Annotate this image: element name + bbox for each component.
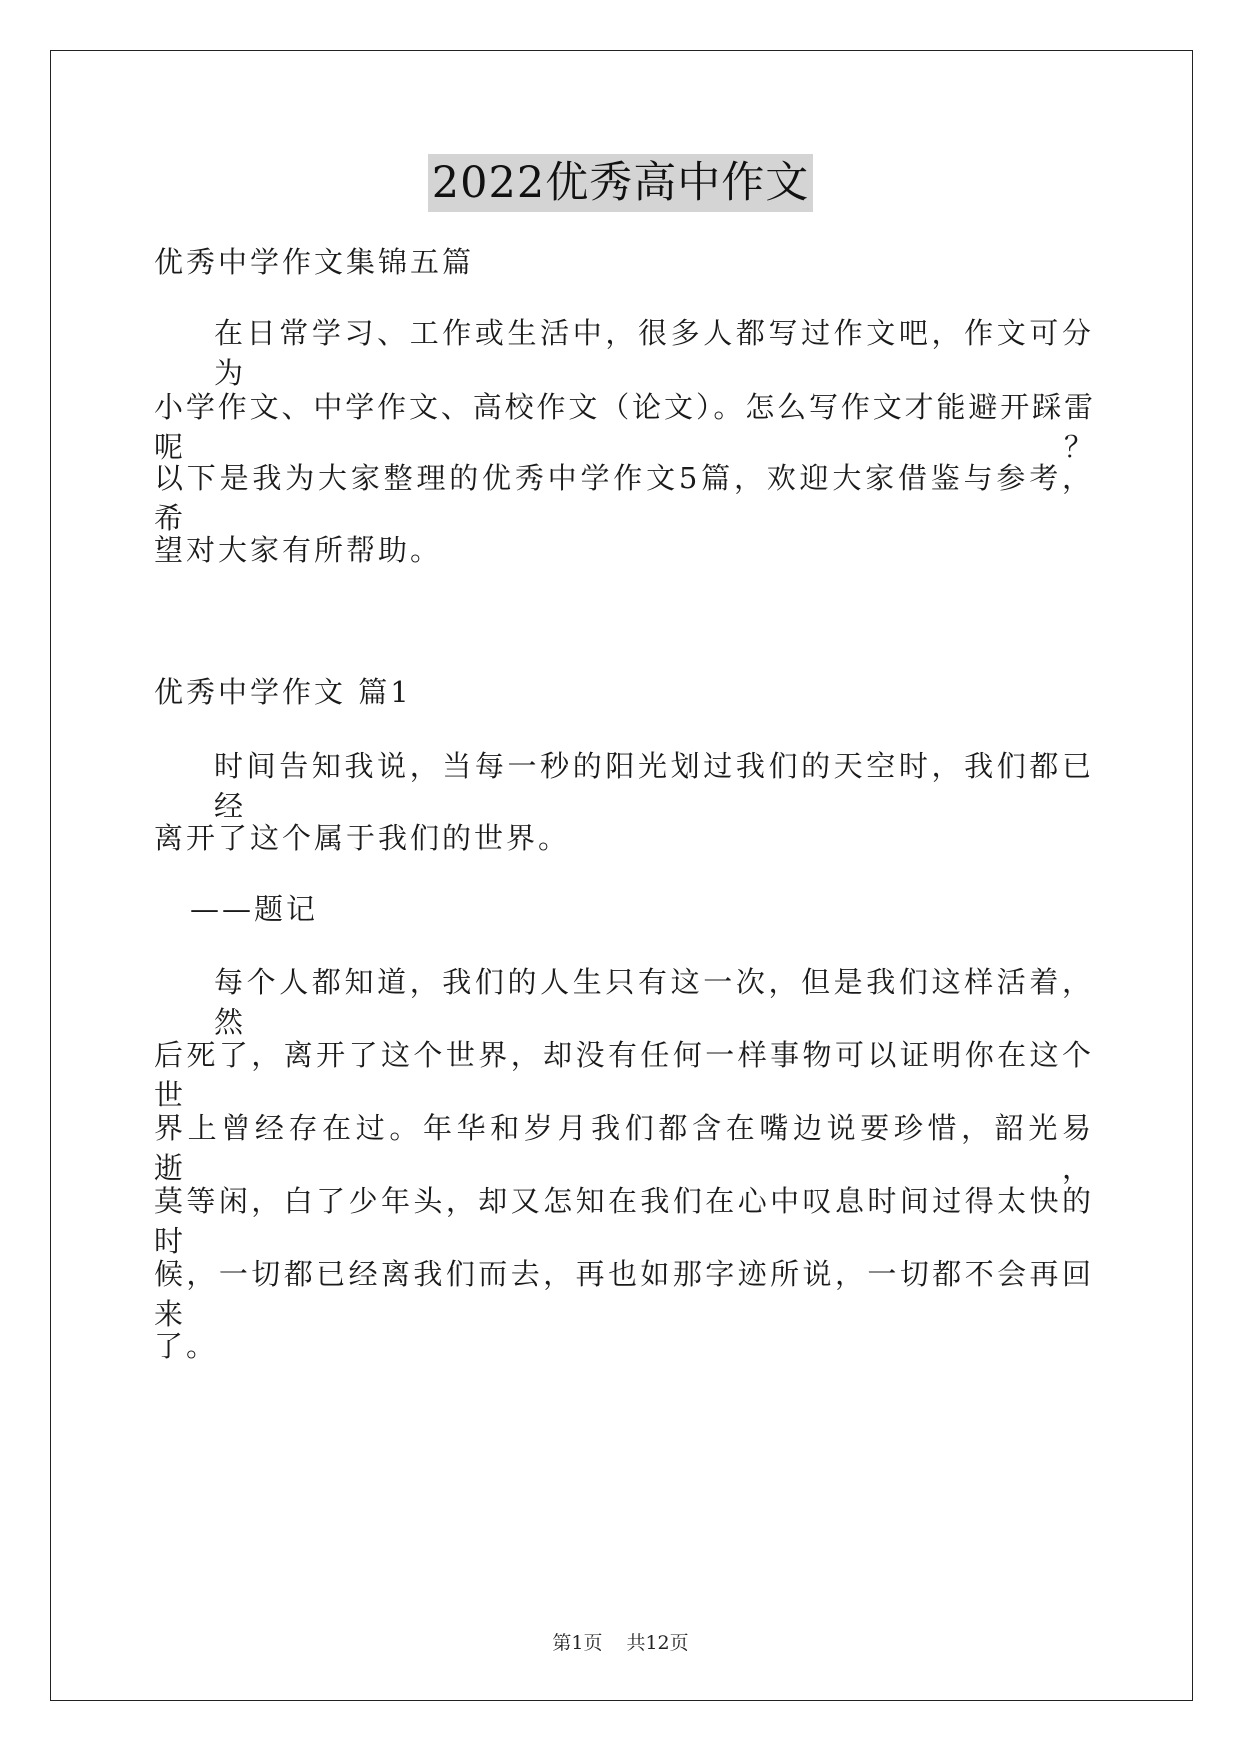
intro-line: 望对大家有所帮助。 (154, 533, 443, 567)
body-line: 界上曾经存在过。年华和岁月我们都含在嘴边说要珍惜，韶光易逝， (154, 1111, 1094, 1185)
document-title: 2022优秀高中作文 (428, 154, 813, 212)
page-total: 共12页 (626, 1632, 689, 1654)
epigraph-attribution: ——题记 (190, 892, 319, 926)
title-container (0, 154, 1241, 212)
page-number: 第1页 (552, 1632, 603, 1654)
section-heading: 优秀中学作文 篇1 (154, 675, 412, 709)
epigraph-line: 离开了这个属于我们的世界。 (154, 821, 571, 855)
body-line: 了。 (154, 1329, 219, 1363)
body-line: 候，一切都已经离我们而去，再也如那字迹所说，一切都不会再回来 (154, 1257, 1094, 1331)
body-line: 莫等闲，白了少年头，却又怎知在我们在心中叹息时间过得太快的时 (154, 1184, 1094, 1258)
page-footer (0, 1630, 1241, 1656)
intro-line: 在日常学习、工作或生活中，很多人都写过作文吧，作文可分为 (214, 316, 1094, 390)
body-line: 每个人都知道，我们的人生只有这一次，但是我们这样活着，然 (214, 965, 1094, 1039)
intro-line: 以下是我为大家整理的优秀中学作文5篇，欢迎大家借鉴与参考，希 (154, 461, 1094, 535)
page-border (50, 50, 1193, 1701)
document-subtitle: 优秀中学作文集锦五篇 (154, 245, 475, 279)
intro-line: 小学作文、中学作文、高校作文（论文）。怎么写作文才能避开踩雷呢？ (154, 390, 1094, 464)
epigraph-line: 时间告知我说，当每一秒的阳光划过我们的天空时，我们都已经 (214, 749, 1094, 823)
body-line: 后死了，离开了这个世界，却没有任何一样事物可以证明你在这个世 (154, 1038, 1094, 1112)
